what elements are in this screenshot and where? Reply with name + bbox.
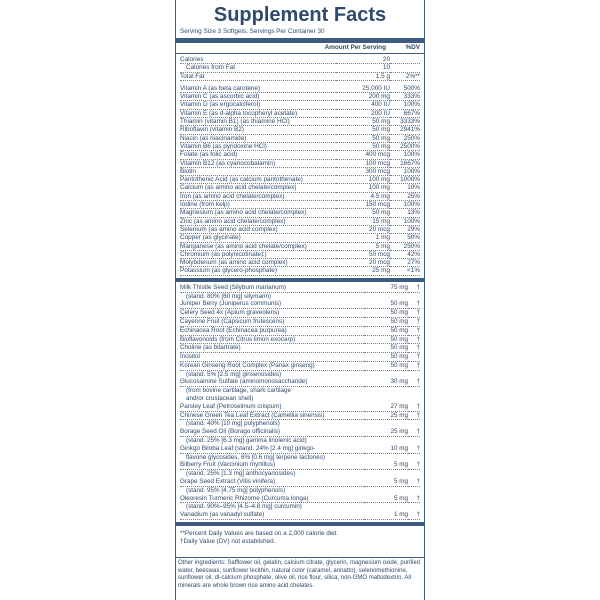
herbal-amount: 10 mg — [364, 445, 408, 454]
nutrient-name: Manganese (as amino acid chelate/complex) — [180, 243, 336, 251]
herbal-dv: † — [408, 495, 420, 504]
herbal-amount: 5 mg — [364, 461, 408, 470]
thick-divider-3 — [176, 522, 424, 526]
nutrient-name: Calories — [180, 56, 336, 64]
herbal-row — [180, 412, 420, 421]
nutrient-dv: 100% — [390, 201, 420, 209]
nutrient-amount: 20 mcg — [336, 226, 390, 234]
nutrient-amount: 100 mg — [336, 184, 390, 192]
herbal-dv: † — [408, 478, 420, 487]
nutrient-amount: 1 mg — [336, 234, 390, 242]
herbal-name: Oleoresin Turmeric Rhizome (Curcuma longa) — [180, 495, 364, 504]
nutrient-amount: 400 IU — [336, 101, 390, 109]
footnote: **Percent Daily Values are based on a 2,000 calorie diet. — [180, 530, 339, 538]
nutrient-name: Vitamin D (as ergocalciferol) — [180, 101, 336, 109]
vitamins-row — [180, 101, 420, 109]
herbal-name: Echinacea Root (Echinacea purpurea) — [180, 327, 364, 336]
basic-row — [180, 64, 420, 72]
footnotes — [176, 528, 424, 546]
vitamins-row — [180, 118, 420, 126]
nutrient-dv: 333% — [390, 93, 420, 101]
herbal-row — [180, 284, 420, 293]
nutrient-dv: 50% — [390, 234, 420, 242]
supplement-facts-panel — [175, 0, 425, 600]
nutrient-amount: 5 mg — [336, 243, 390, 251]
herbal-row — [180, 353, 420, 362]
nutrient-name: Riboflavin (vitamin B2) — [180, 126, 336, 134]
nutrient-dv: 3333% — [390, 118, 420, 126]
nutrient-dv: 667% — [390, 110, 420, 118]
herbal-dv: † — [408, 300, 420, 309]
herbal-row — [180, 495, 420, 504]
nutrient-name: Biotin — [180, 168, 336, 176]
herbal-row — [180, 344, 420, 353]
herbal-amount: 27 mg — [364, 403, 408, 412]
herbal-standardization: and/or crustacean shell) — [186, 395, 254, 403]
vitamins-row — [180, 85, 420, 93]
vitamins-row — [180, 135, 420, 143]
herbal-row — [180, 511, 420, 520]
nutrient-name: Thiamin (vitamin B1) (as thiamine HCl) — [180, 118, 336, 126]
nutrient-dv: 2%** — [390, 73, 420, 81]
herbal-name: Celery Seed 4x (Apium graveolens) — [180, 309, 364, 318]
herbal-standardization: (stand. 40% [10 mg] polyphenols) — [186, 420, 280, 428]
herbal-standardization: (stand. 95% [4.75 mg] polyphenols) — [186, 486, 286, 494]
vitamins-row — [180, 243, 420, 251]
nutrient-name: Potassium (as glycero-phosphate) — [180, 267, 336, 275]
herbal-amount: 50 mg — [364, 327, 408, 336]
nutrient-name: Magnesium (as amino acid chelate/complex) — [180, 209, 336, 217]
nutrient-amount: 20 mcg — [336, 259, 390, 267]
herbal-amount: 25 mg — [364, 428, 408, 437]
nutrient-name: Iron (as amino acid chelate/complex) — [180, 193, 336, 201]
herbal-name: Chinese Green Tea Leaf Extract (Camellia sinensis) — [180, 412, 364, 421]
herbal-dv: † — [408, 378, 420, 387]
nutrient-dv: 27% — [390, 259, 420, 267]
nutrient-amount: 200 mg — [336, 93, 390, 101]
herbal-name: Grape Seed Extract (Vitis vinifera) — [180, 478, 364, 487]
nutrient-name: Vitamin B6 (as pyridoxine HCl) — [180, 143, 336, 151]
thick-divider-2 — [176, 278, 424, 282]
herbal-dv: † — [408, 412, 420, 421]
nutrient-amount: 50 mg — [336, 126, 390, 134]
nutrient-amount: 4.5 mg — [336, 193, 390, 201]
other-ingredients: Other ingredients: Safflower oil, gelatin, calcium citrate, glycerin, magnesium oxide, purified water, beeswax, sunflower lecithin, natural color (caramel, annatto), selenomethionine, sunflower oil, dl-calcium phosphate, olive oil, rice flour, silica, non-GMO maltodextrin. All minerals are whole brown rice amino acid chelates. — [178, 560, 421, 589]
herbal-name: Milk Thistle Seed (Silybum marianum) — [180, 284, 364, 293]
nutrient-dv: 250% — [390, 135, 420, 143]
herbal-dv: † — [408, 428, 420, 437]
herbal-dv: † — [408, 511, 420, 520]
herbal-name: Inositol — [180, 353, 364, 362]
herbal-name: Bioflavonoids (from Citrus limon exocarp) — [180, 336, 364, 345]
nutrient-amount: 100 mg — [336, 176, 390, 184]
footnote: †Daily Value (DV) not established. — [180, 538, 276, 546]
nutrient-name: Chromium (as polynicotinate‡) — [180, 251, 336, 259]
nutrient-amount: 200 IU — [336, 110, 390, 118]
nutrient-dv: 2941% — [390, 126, 420, 134]
herbal-name: Glucosamine Sulfate (aminomonosaccharide) — [180, 378, 364, 387]
vitamins-row — [180, 168, 420, 176]
herbal-name: Cayenne Fruit (Capsicum frutescens) — [180, 318, 364, 327]
nutrient-dv: 1667% — [390, 160, 420, 168]
herbal-row — [180, 309, 420, 318]
herbal-name: Juniper Berry (Juniperus communis) — [180, 300, 364, 309]
vitamins-row — [180, 234, 420, 242]
nutrient-dv: 100% — [390, 101, 420, 109]
herbal-row — [180, 461, 420, 470]
dv-header: %DV — [405, 44, 420, 51]
nutrient-amount: 50 mcg — [336, 251, 390, 259]
nutrient-amount: 20 — [336, 56, 390, 64]
nutrient-name: Vitamin A (as beta carotene) — [180, 85, 336, 93]
herbal-standardization: (stand. 5% [2.5 mg] ginsenosides) — [186, 370, 282, 378]
herbal-amount: 50 mg — [364, 362, 408, 371]
herbal-dv: † — [408, 362, 420, 371]
nutrient-name: Iodine (from kelp) — [180, 201, 336, 209]
nutrient-amount: 300 mcg — [336, 168, 390, 176]
nutrient-amount: 50 mg — [336, 135, 390, 143]
nutrient-dv: <1% — [390, 267, 420, 275]
nutrient-amount: 100 mcg — [336, 160, 390, 168]
vitamins-row — [180, 110, 420, 118]
basic-section — [176, 54, 424, 81]
nutrient-dv: 100% — [390, 218, 420, 226]
nutrient-dv: 500% — [390, 85, 420, 93]
herbal-dv: † — [408, 318, 420, 327]
nutrient-name: Calories from Fat — [180, 64, 336, 72]
nutrient-dv: 2500% — [390, 143, 420, 151]
nutrient-dv: 100% — [390, 168, 420, 176]
herbal-dv: † — [408, 461, 420, 470]
nutrient-name: Niacin (as niacinamide) — [180, 135, 336, 143]
bottom-divider — [175, 557, 425, 558]
herbal-amount: 50 mg — [364, 336, 408, 345]
herbal-row — [180, 362, 420, 371]
nutrient-name: Calcium (as amino acid chelate/complex) — [180, 184, 336, 192]
vitamins-row — [180, 209, 420, 217]
nutrient-amount: 25,000 IU — [336, 85, 390, 93]
nutrient-dv: 13% — [390, 209, 420, 217]
basic-row — [180, 73, 420, 81]
vitamins-row — [180, 176, 420, 184]
herbals-section — [176, 284, 424, 520]
basic-row — [180, 56, 420, 64]
herbal-dv: † — [408, 403, 420, 412]
herbal-amount: 1 mg — [364, 511, 408, 520]
herbal-name: Korean Ginseng Root Complex (Panax ginseng) — [180, 362, 364, 371]
nutrient-name: Zinc (as amino acid chelate/complex) — [180, 218, 336, 226]
panel-title: Supplement Facts — [213, 4, 387, 26]
vitamins-row — [180, 259, 420, 267]
vitamins-row — [180, 126, 420, 134]
herbal-row — [180, 428, 420, 437]
herbal-dv: † — [408, 344, 420, 353]
nutrient-name: Pantothenic Acid (as calcium pantothenate) — [180, 176, 336, 184]
nutrient-dv — [390, 64, 420, 72]
nutrient-name: Vitamin B12 (as cyanocobalamin) — [180, 160, 336, 168]
nutrient-dv: 1000% — [390, 176, 420, 184]
herbal-standardization: flavone glycosides, 6% [0.6 mg] terpene lactones) — [186, 453, 325, 461]
herbal-row — [180, 318, 420, 327]
herbal-standardization: (stand. 90%–95% [4.5–4.8 mg] curcumin) — [186, 503, 302, 511]
nutrient-dv: 250% — [390, 243, 420, 251]
herbal-amount: 30 mg — [364, 378, 408, 387]
nutrient-amount: 400 mcg — [336, 151, 390, 159]
nutrient-amount: 50 mg — [336, 209, 390, 217]
column-header — [176, 43, 424, 53]
nutrient-name: Vitamin C (as ascorbic acid) — [180, 93, 336, 101]
vitamins-row — [180, 143, 420, 151]
nutrient-dv: 25% — [390, 193, 420, 201]
herbal-dv: † — [408, 284, 420, 293]
herbal-name: Parsley Leaf (Petroselinum crispum) — [180, 403, 364, 412]
herbal-dv: † — [408, 309, 420, 318]
herbal-name: Borage Seed Oil (Borago officinalis) — [180, 428, 364, 437]
herbal-amount: 5 mg — [364, 478, 408, 487]
nutrient-amount: 50 mg — [336, 118, 390, 126]
herbal-amount: 5 mg — [364, 495, 408, 504]
herbal-row — [180, 403, 420, 412]
vitamins-row — [180, 184, 420, 192]
herbal-name: Bilberry Fruit (Vaccinium myrtillus) — [180, 461, 364, 470]
herbal-row — [180, 445, 420, 454]
herbal-name: Vanadium (as vanadyl sulfate) — [180, 511, 364, 520]
herbal-amount: 75 mg — [364, 284, 408, 293]
herbal-dv: † — [408, 353, 420, 362]
nutrient-name: Copper (as glycinate) — [180, 234, 336, 242]
nutrient-name: Selenium (as amino acid complex) — [180, 226, 336, 234]
herbal-dv: † — [408, 327, 420, 336]
nutrient-amount: 1.5 g — [336, 73, 390, 81]
herbal-amount: 50 mg — [364, 300, 408, 309]
nutrient-name: Total Fat — [180, 73, 336, 81]
herbal-amount: 50 mg — [364, 353, 408, 362]
vitamins-row — [180, 151, 420, 159]
nutrient-dv: 29% — [390, 226, 420, 234]
vitamins-row — [180, 218, 420, 226]
nutrient-amount: 150 mcg — [336, 201, 390, 209]
herbal-name: Ginkgo Biloba Leaf (stand. 24% [2.4 mg] ginkgo- — [180, 445, 364, 454]
nutrient-amount: 50 mg — [336, 143, 390, 151]
herbal-row — [180, 300, 420, 309]
herbal-standardization: (from bovine cartilage, shark cartilage — [186, 387, 291, 395]
nutrient-dv: 10% — [390, 184, 420, 192]
nutrient-amount: 10 — [336, 64, 390, 72]
herbal-amount: 25 mg — [364, 412, 408, 421]
nutrient-dv: 100% — [390, 151, 420, 159]
vitamins-row — [180, 160, 420, 168]
herbal-dv: † — [408, 336, 420, 345]
herbal-amount: 50 mg — [364, 309, 408, 318]
amount-header: Amount Per Serving — [324, 44, 386, 51]
vitamins-row — [180, 267, 420, 275]
nutrient-name: Molybdenum (as amino acid complex) — [180, 259, 336, 267]
vitamins-row — [180, 93, 420, 101]
vitamins-row — [180, 201, 420, 209]
herbal-dv: † — [408, 445, 420, 454]
herbal-amount: 50 mg — [364, 318, 408, 327]
vitamins-section — [176, 83, 424, 276]
herbal-row — [180, 336, 420, 345]
herbal-row — [180, 378, 420, 387]
vitamins-row — [180, 193, 420, 201]
nutrient-dv: 42% — [390, 251, 420, 259]
nutrient-amount: 25 mg — [336, 267, 390, 275]
nutrient-name: Vitamin E (as d-alpha tocopheryl acetate) — [180, 110, 336, 118]
vitamins-row — [180, 226, 420, 234]
nutrient-name: Folate (as folic acid) — [180, 151, 336, 159]
herbal-amount: 50 mg — [364, 344, 408, 353]
vitamins-row — [180, 251, 420, 259]
nutrient-amount: 15 mg — [336, 218, 390, 226]
serving-info: Serving Size 3 Softgels, Servings Per Container 30 — [180, 28, 325, 35]
nutrient-dv — [390, 56, 420, 64]
herbal-row — [180, 327, 420, 336]
herbal-row — [180, 478, 420, 487]
herbal-standardization: (stand. 25% [6.3 mg] gamma linolenic acid) — [186, 437, 307, 445]
herbal-name: Choline (as bitartrate) — [180, 344, 364, 353]
herbal-standardization: (stand. 25% [1.3 mg] anthocyanosides) — [186, 470, 296, 478]
herbal-standardization: (stand. 80% [60 mg] silymarin) — [186, 292, 272, 300]
